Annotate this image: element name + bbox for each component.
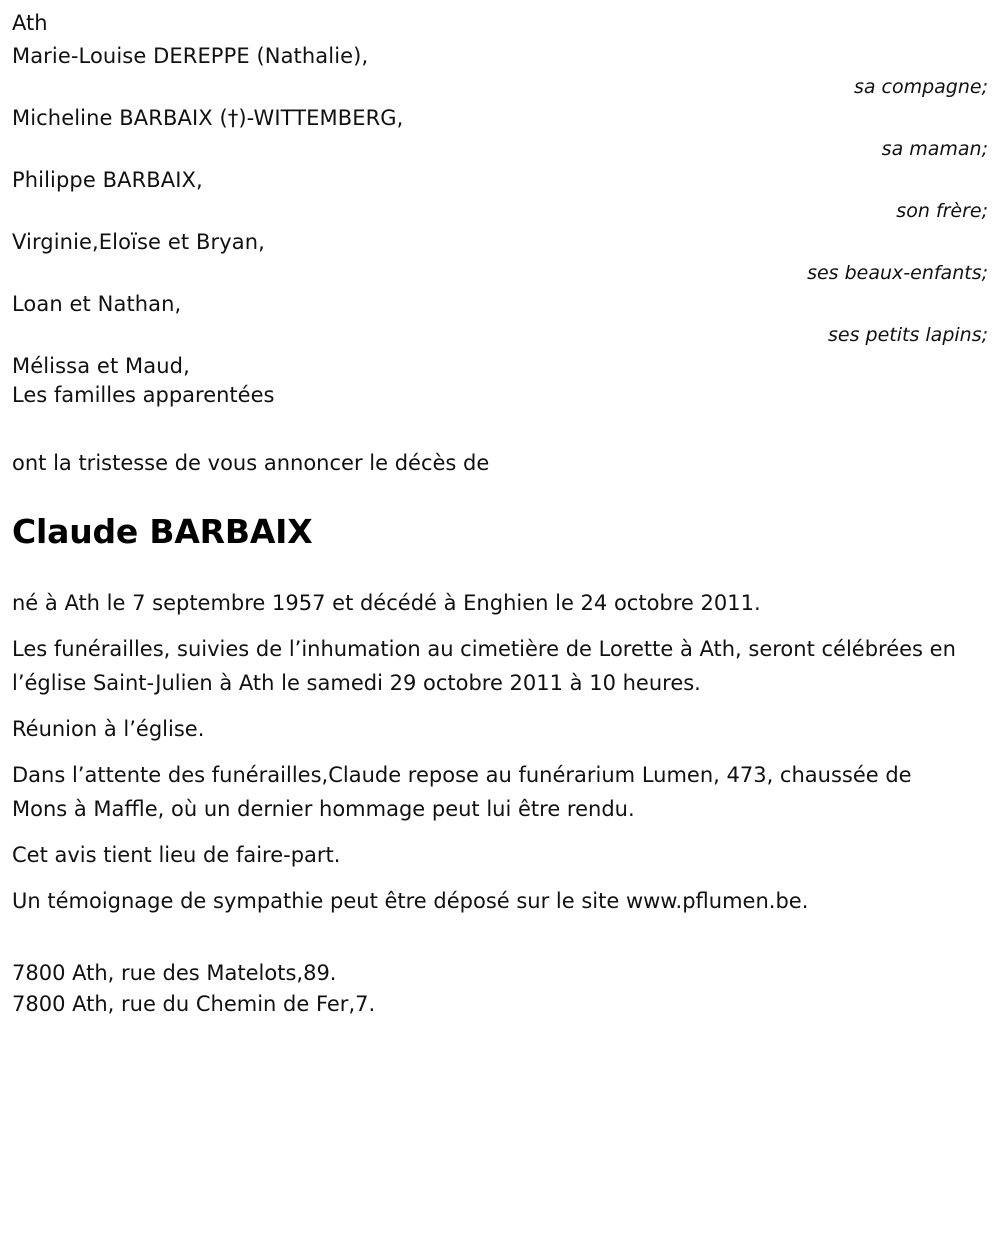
survivor-name: Marie-Louise DEREPPE (Nathalie),	[12, 44, 369, 68]
survivor-relation: sa maman;	[881, 138, 988, 160]
paragraph-funerarium: Dans l’attente des funérailles,Claude repose au funérarium Lumen, 473, chaussée de Mons à Maffle, où un dernier hommage peut lui être rendu.	[12, 763, 912, 821]
address-list	[0, 918, 1000, 1020]
survivor-relation: ses beaux-enfants;	[807, 262, 988, 284]
survivor-row	[12, 352, 988, 410]
address-line: 7800 Ath, rue des Matelots,89.	[12, 961, 337, 985]
survivor-row	[12, 166, 988, 228]
body-paragraphs	[0, 552, 1000, 918]
address-line: 7800 Ath, rue du Chemin de Fer,7.	[12, 992, 376, 1016]
paragraph-faire-part: Cet avis tient lieu de faire-part.	[12, 843, 341, 867]
paragraph-gathering: Réunion à l’église.	[12, 717, 205, 741]
survivor-name: Virginie,Eloïse et Bryan,	[12, 230, 265, 254]
survivor-relation: sa compagne;	[853, 76, 988, 98]
deceased-name: Claude BARBAIX	[12, 512, 313, 551]
city-label: Ath	[12, 11, 48, 35]
announcement-text: ont la tristesse de vous annoncer le décès de	[12, 451, 490, 475]
survivor-name: Loan et Nathan,	[12, 292, 182, 316]
survivors-list	[0, 42, 1000, 410]
survivor-row	[12, 290, 988, 352]
survivor-name: Philippe BARBAIX,	[12, 168, 203, 192]
paragraph-condolences-website: Un témoignage de sympathie peut être déposé sur le site www.pflumen.be.	[12, 889, 809, 913]
survivor-name: Mélissa et Maud,	[12, 354, 190, 378]
families-line: Les familles apparentées	[12, 383, 275, 407]
paragraph-funeral: Les funérailles, suivies de l’inhumation au cimetière de Lorette à Ath, seront célébrées en l’église Saint-Julien à Ath le samedi 29 octobre 2011 à 10 heures.	[12, 637, 956, 695]
survivor-row	[12, 104, 988, 166]
survivor-relation: son frère;	[896, 200, 988, 222]
survivor-name: Micheline BARBAIX (†)-WITTEMBERG,	[12, 106, 404, 130]
survivor-row	[12, 42, 988, 104]
paragraph-birth-death: né à Ath le 7 septembre 1957 et décédé à Enghien le 24 octobre 2011.	[12, 591, 761, 615]
survivor-relation: ses petits lapins;	[828, 324, 988, 346]
survivor-row	[12, 228, 988, 290]
